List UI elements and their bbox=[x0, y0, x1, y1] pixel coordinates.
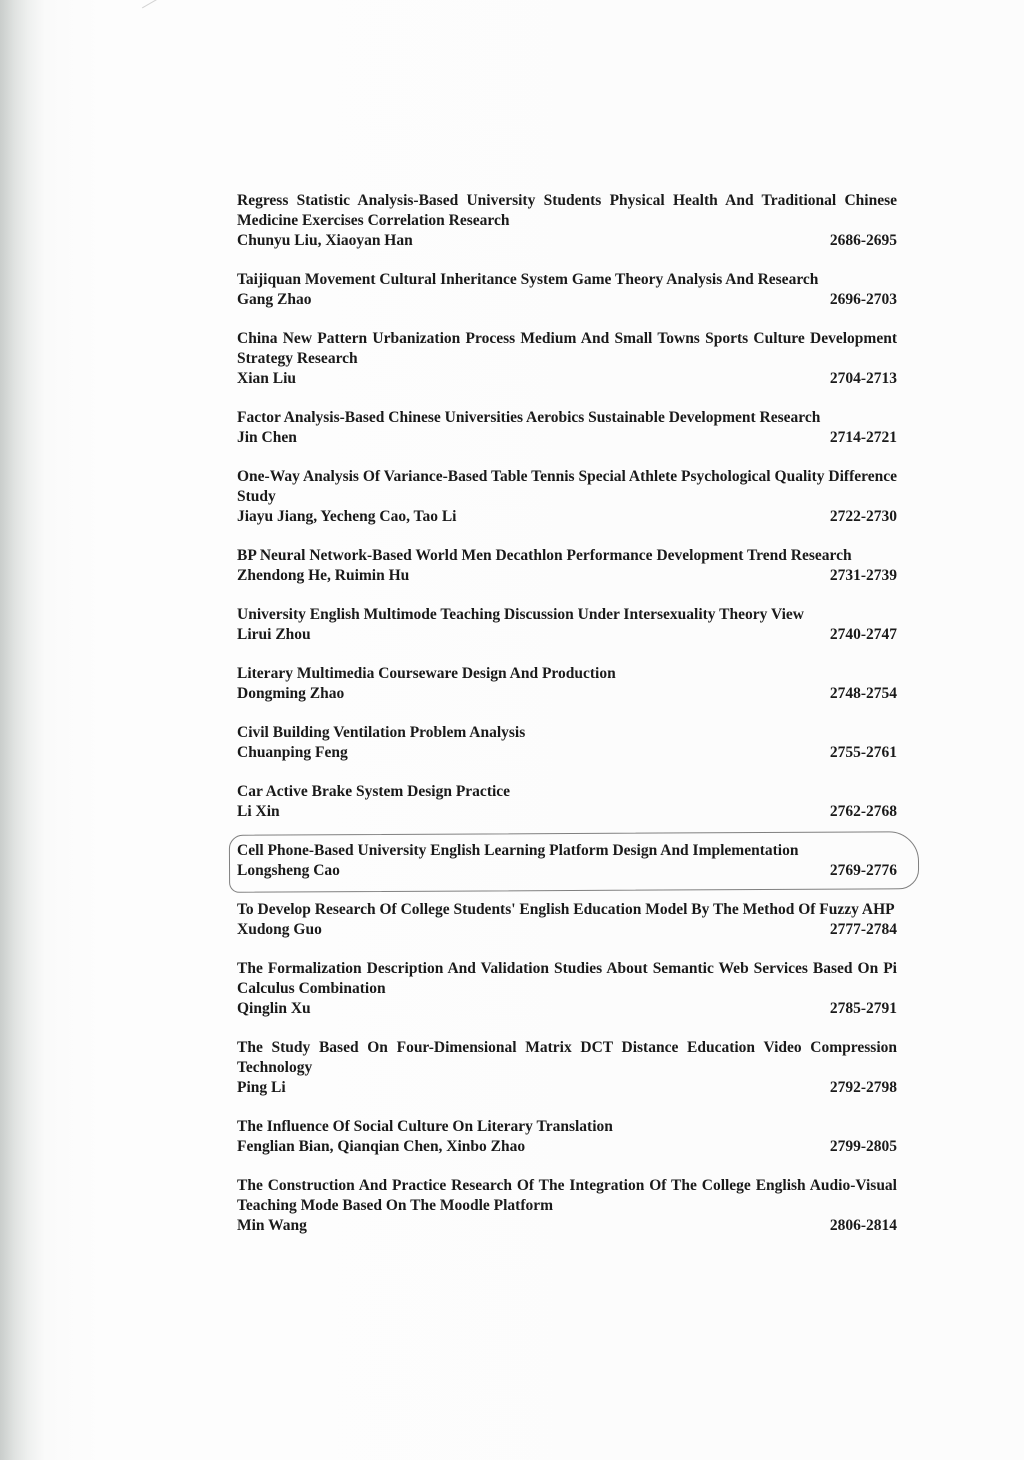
entry-title: The Influence Of Social Culture On Literary Translation bbox=[237, 1118, 613, 1135]
entry-title: Regress Statistic Analysis-Based University Students Physical Health And Traditional Chinese Medicine Exercises Correlation Research bbox=[237, 192, 897, 229]
entry-title: Cell Phone-Based University English Learning Platform Design And Implementation bbox=[237, 842, 799, 859]
toc-entry bbox=[237, 1038, 897, 1098]
entry-meta bbox=[237, 1216, 897, 1236]
pen-mark bbox=[142, 0, 173, 24]
entry-pages: 2762-2768 bbox=[829, 803, 897, 820]
entry-title: Taijiquan Movement Cultural Inheritance System Game Theory Analysis And Research bbox=[237, 271, 819, 288]
entry-pages: 2722-2730 bbox=[829, 508, 897, 525]
entry-authors: Xudong Guo bbox=[237, 921, 322, 938]
entry-authors: Longsheng Cao bbox=[237, 862, 340, 879]
toc-entry bbox=[237, 546, 897, 586]
toc-entry-circled bbox=[237, 841, 897, 881]
entry-title: To Develop Research Of College Students' English Education Model By The Method Of Fuzzy AHP bbox=[237, 901, 895, 918]
entry-meta bbox=[237, 802, 897, 822]
toc-entry bbox=[237, 1176, 897, 1236]
entry-authors: Lirui Zhou bbox=[237, 626, 311, 643]
toc-entry bbox=[237, 664, 897, 704]
entry-meta bbox=[237, 507, 897, 527]
toc-entry bbox=[237, 959, 897, 1019]
toc-entry bbox=[237, 605, 897, 645]
entry-pages: 2686-2695 bbox=[829, 232, 897, 249]
entry-meta bbox=[237, 428, 897, 448]
entry-meta bbox=[237, 231, 897, 251]
toc-entry bbox=[237, 1117, 897, 1157]
entry-pages: 2731-2739 bbox=[829, 567, 897, 584]
entry-meta bbox=[237, 566, 897, 586]
toc-entry bbox=[237, 900, 897, 940]
entry-authors: Chunyu Liu, Xiaoyan Han bbox=[237, 232, 413, 249]
entry-pages: 2799-2805 bbox=[829, 1138, 897, 1155]
entry-title: The Formalization Description And Validation Studies About Semantic Web Services Based On Pi Calculus Combination bbox=[237, 960, 897, 997]
entry-pages: 2696-2703 bbox=[829, 291, 897, 308]
entry-title: Literary Multimedia Courseware Design And Production bbox=[237, 665, 616, 682]
entry-authors: Jin Chen bbox=[237, 429, 297, 446]
toc-entry bbox=[237, 191, 897, 251]
toc-entry bbox=[237, 408, 897, 448]
entry-pages: 2748-2754 bbox=[829, 685, 897, 702]
toc-entry bbox=[237, 723, 897, 763]
entry-pages: 2806-2814 bbox=[829, 1217, 897, 1234]
entry-authors: Jiayu Jiang, Yecheng Cao, Tao Li bbox=[237, 508, 457, 525]
entry-title: Car Active Brake System Design Practice bbox=[237, 783, 511, 800]
entry-meta bbox=[237, 999, 897, 1019]
entry-meta bbox=[237, 369, 897, 389]
entry-pages: 2769-2776 bbox=[829, 862, 897, 879]
entry-title: The Study Based On Four-Dimensional Matrix DCT Distance Education Video Compression Technology bbox=[237, 1039, 897, 1076]
table-of-contents bbox=[237, 191, 897, 1255]
entry-meta bbox=[237, 290, 897, 310]
entry-title: University English Multimode Teaching Discussion Under Intersexuality Theory View bbox=[237, 606, 804, 623]
entry-meta bbox=[237, 743, 897, 763]
entry-authors: Zhendong He, Ruimin Hu bbox=[237, 567, 410, 584]
entry-pages: 2704-2713 bbox=[829, 370, 897, 387]
entry-authors: Xian Liu bbox=[237, 370, 297, 387]
entry-authors: Gang Zhao bbox=[237, 291, 312, 308]
entry-title: Factor Analysis-Based Chinese Universities Aerobics Sustainable Development Research bbox=[237, 409, 821, 426]
entry-authors: Chuanping Feng bbox=[237, 744, 348, 761]
entry-title: One-Way Analysis Of Variance-Based Table Tennis Special Athlete Psychological Quality Difference Study bbox=[237, 468, 897, 505]
entry-meta bbox=[237, 1137, 897, 1157]
toc-entry bbox=[237, 782, 897, 822]
entry-meta bbox=[237, 1078, 897, 1098]
entry-title: BP Neural Network-Based World Men Decathlon Performance Development Trend Research bbox=[237, 547, 852, 564]
entry-meta bbox=[237, 684, 897, 704]
entry-pages: 2777-2784 bbox=[829, 921, 897, 938]
entry-pages: 2792-2798 bbox=[829, 1079, 897, 1096]
toc-entry bbox=[237, 467, 897, 527]
entry-pages: 2714-2721 bbox=[829, 429, 897, 446]
entry-title: The Construction And Practice Research Of The Integration Of The College English Audio-Visual Teaching Mode Based On The Moodle Platform bbox=[237, 1177, 897, 1214]
entry-meta bbox=[237, 625, 897, 645]
toc-entry bbox=[237, 270, 897, 310]
entry-authors: Ping Li bbox=[237, 1079, 286, 1096]
entry-authors: Li Xin bbox=[237, 803, 280, 820]
entry-pages: 2755-2761 bbox=[829, 744, 897, 761]
toc-entry bbox=[237, 329, 897, 389]
entry-pages: 2785-2791 bbox=[829, 1000, 897, 1017]
entry-title: Civil Building Ventilation Problem Analysis bbox=[237, 724, 526, 741]
entry-meta bbox=[237, 861, 897, 881]
entry-pages: 2740-2747 bbox=[829, 626, 897, 643]
entry-authors: Qinglin Xu bbox=[237, 1000, 311, 1017]
entry-authors: Min Wang bbox=[237, 1217, 307, 1234]
entry-authors: Dongming Zhao bbox=[237, 685, 345, 702]
entry-meta bbox=[237, 920, 897, 940]
entry-title: China New Pattern Urbanization Process Medium And Small Towns Sports Culture Development Strategy Research bbox=[237, 330, 897, 367]
entry-authors: Fenglian Bian, Qianqian Chen, Xinbo Zhao bbox=[237, 1138, 526, 1155]
